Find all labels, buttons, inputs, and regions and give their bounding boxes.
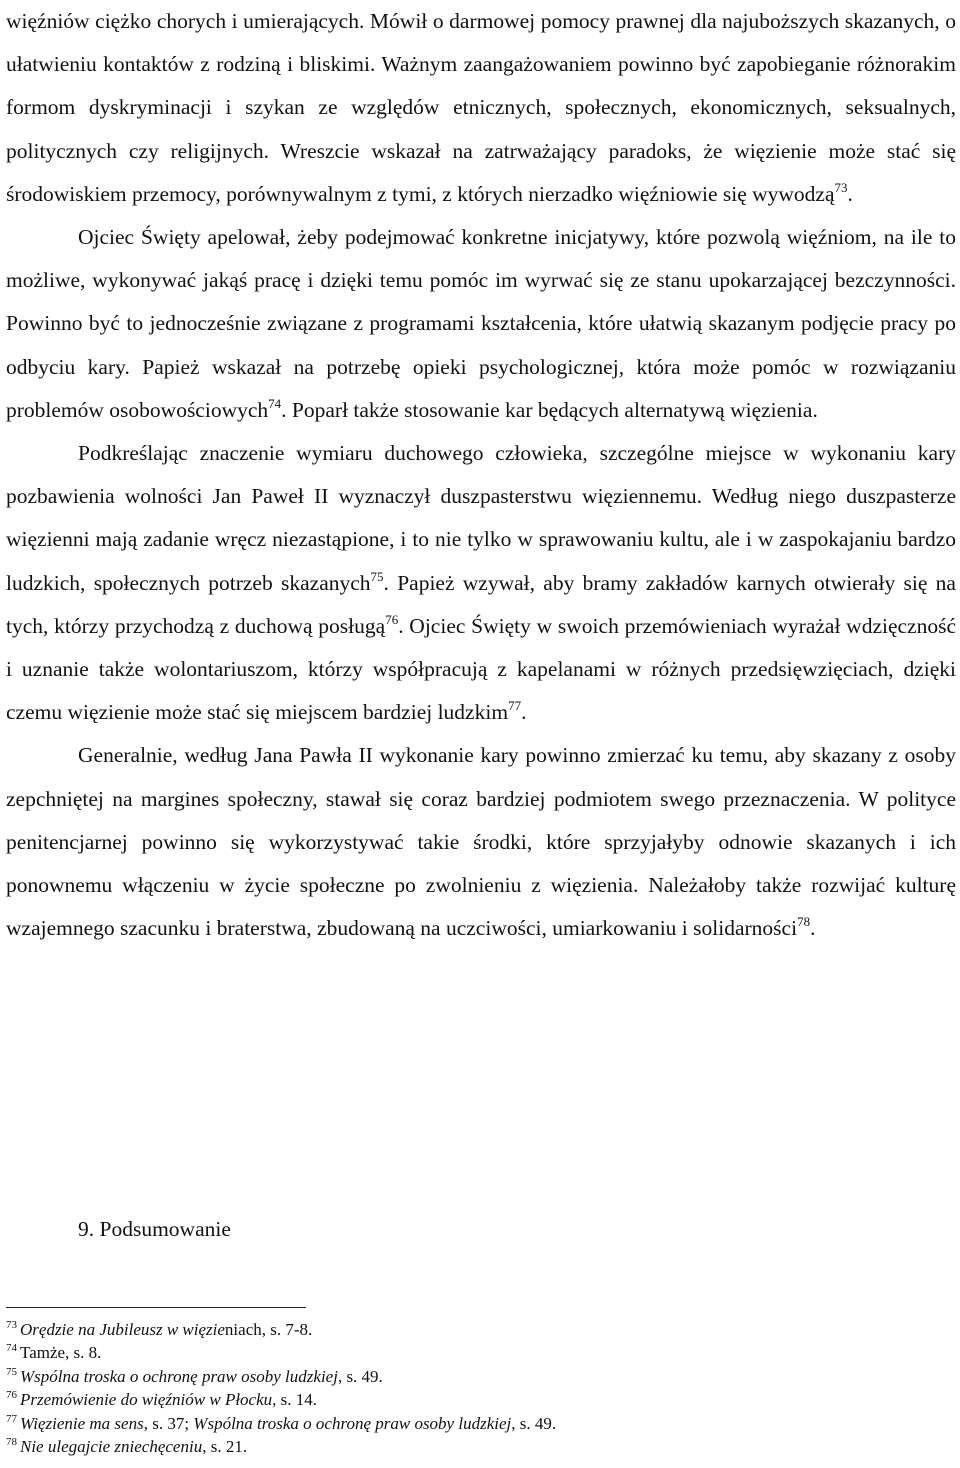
footnote-title: Nie ulegajcie zniechęceniu [20, 1437, 203, 1457]
footnote-77: $^{77}$ Więzienie ma sens, s. 37; Wspólna troska o ochronę praw osoby ludzkiej, s. 49. [6, 1412, 557, 1433]
paragraph-4: Generalnie, według Jana Pawła II wykonanie kary powinno zmierzać ku temu, aby skazany z osoby zepchniętej na margines społeczny, stawał się coraz bardziej podmiotem swego przeznaczenia. W polityce penitencjarnej powinno się wykorzystywać takie środki, które sprzyjałyby odnowie skazanych i ich ponownemu włączeniu w życie społeczne po zwolnieniu z więzienia. Należałoby także rozwijać kulturę wzajemnego szacunku i braterstwa, zbudowaną na uczciwości, umiarkowaniu i solidarności$^{78}$. [6, 743, 956, 941]
paragraph-1: więźniów ciężko chorych i umierających. Mówił o darmowej pomocy prawnej dla najuboższych skazanych, o ułatwieniu kontaktów z rodziną i bliskimi. Ważnym zaangażowaniem powinno być zapobieganie różnorakim formom dyskryminacji i szykan ze względów etnicznych, społecznych, ekonomicznych, seksualnych, politycznych czy religijnych. Wreszcie wskazał na zatrważający paradoks, że więzienie może stać się środowiskiem przemocy, porównywalnym z tymi, z których nierzadko więźniowie się wywodzą$^{73}$. [6, 9, 956, 206]
footnote-ref-73[interactable]: 73 [834, 179, 848, 195]
footnote-ref-74[interactable]: 74 [268, 395, 282, 411]
footnote-ref-75[interactable]: 75 [370, 568, 384, 584]
footnote-number: 77 [6, 1412, 17, 1425]
footnote-number: 76 [6, 1389, 17, 1402]
footnote-title: Orędzie na Jubileusz w więzie [20, 1320, 225, 1339]
footnote-number: 78 [6, 1436, 17, 1449]
section-heading: 9. Podsumowanie [78, 1217, 231, 1241]
paragraph-3: Podkreślając znaczenie wymiaru duchowego człowieka, szczególne miejsce w wykonaniu kary pozbawienia wolności Jan Paweł II wyznaczył duszpasterstwu więziennemu. Według niego duszpasterze więzienni mają zadanie wręcz niezastąpione, i to nie tylko w sprawowaniu kultu, ale i w zaspokajaniu bardzo ludzkich, społecznych potrzeb skazanych$^{75}$. Papież wzywał, aby bramy zakładów karnych otwierały się na tych, którzy przychodzą z duchową posługą$^{76}$. Ojciec Święty w swoich przemówieniach wyrażał wdzięczność i uznanie także wolontariuszom, którzy współpracują z kapelanami w różnych przedsięwzięciach, dzięki czemu więzienie może stać się miejscem bardziej ludzkim$^{77}$. [6, 441, 957, 725]
footnote-separator [6, 1307, 306, 1308]
footnote-number: 73 [6, 1319, 17, 1331]
footnote-ref-76[interactable]: 76 [385, 611, 399, 627]
footnote-title: Wspólna troska o ochronę praw osoby ludzkiej [20, 1366, 338, 1386]
footnote-title-tail: niach [224, 1320, 262, 1339]
footnote-number: 74 [6, 1342, 17, 1355]
footnote-73: $^{73}$ Orędzie na Jubileusz w więzieniach, s. 7-8. [6, 1319, 313, 1339]
footnote-number: 75 [6, 1365, 17, 1378]
footnote-title: Przemówienie do więźniów w Płocku [20, 1390, 273, 1410]
footnote-74: $^{74}$ Tamże, s. 8. [6, 1342, 102, 1363]
footnote-ref-78[interactable]: 78 [797, 914, 811, 930]
footnote-76: $^{76}$ Przemówienie do więźniów w Płocku, s. 14. [6, 1389, 318, 1410]
footnote-ref-77[interactable]: 77 [508, 698, 522, 714]
body-text [6, 0, 956, 950]
footnotes-list [6, 1318, 556, 1458]
footnote-78: $^{78}$ Nie ulegajcie zniechęceniu, s. 21. [6, 1436, 248, 1457]
footnote-title: Więzienie ma sens [20, 1413, 144, 1433]
footnote-title-2: Wspólna troska o ochronę praw osoby ludzkiej [193, 1413, 512, 1433]
footnote-75: $^{75}$ Wspólna troska o ochronę praw osoby ludzkiej, s. 49. [6, 1365, 383, 1386]
paragraph-2: Ojciec Święty apelował, żeby podejmować konkretne inicjatywy, które pozwolą więźniom, na ile to możliwe, wykonywać jakąś pracę i dzięki temu pomóc im wyrwać się ze stanu upokarzającej bezczynności. Powinno być to jednocześnie związane z programami kształcenia, które ułatwią skazanym podjęcie pracy po odbyciu kary. Papież wskazał na potrzebę opieki psychologicznej, która może pomóc w rozwiązaniu problemów osobowościowych$^{74}$. Poparł także stosowanie kar będących alternatywą więzienia. [6, 225, 956, 422]
